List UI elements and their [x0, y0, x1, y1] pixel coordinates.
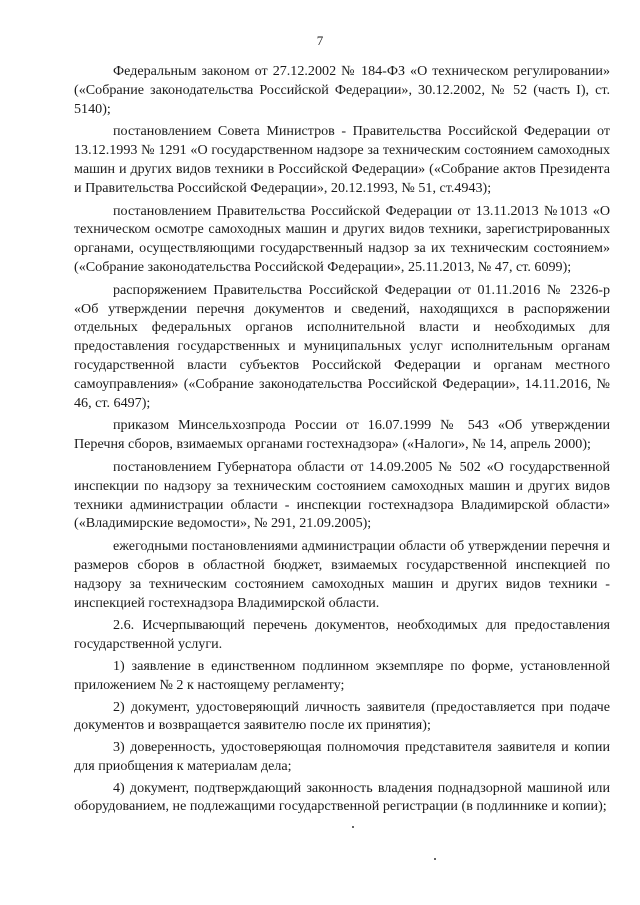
list-item-4-ownership-document: 4) документ, подтверждающий законность владения поднадзорной машиной или оборудованием, не подлежащими государственной регистрации (в подлиннике и копии);	[74, 779, 610, 815]
list-item-1-application: 1) заявление в единственном подлинном экземпляре по форме, установленной приложением № 2 к настоящему регламенту;	[74, 657, 610, 693]
list-item-3-power-of-attorney: 3) доверенность, удостоверяющая полномочия представителя заявителя и копии для приобщения к материалам дела;	[74, 739, 610, 774]
paragraph-annual-resolutions: ежегодными постановлениями администрации области об утверждении перечня и размеров сборов в областной бюджет, взимаемых государственной инспекцией по надзору за техническим состоянием самоходных машин и других видов техники - инспекцией гостехнадзора Владимирской области.	[74, 538, 610, 611]
paragraph-governor-resolution-502: постановлением Губернатора области от 14.09.2005 № 502 «О государственной инспекции по надзору за техническим состоянием самоходных машин и других видов техники администрации области - инспекции гостехнадзора Владимирской области» («Владимирские ведомости», № 291, 21.09.2005);	[74, 458, 610, 532]
paragraph-council-resolution: постановлением Совета Министров - Правительства Российской Федерации от 13.12.1993 № 1291 «О государственном надзоре за техническим состоянием самоходных машин и других видов техники в Российской Федерации» («Собрание актов Президента и Правительства Российской Федерации», 20.12.1993, № 51, ст.4943);	[74, 123, 610, 196]
list-item-2-identity-document: 2) документ, удостоверяющий личность заявителя (предоставляется при подаче документов и возвращается заявителю после их принятия);	[74, 698, 610, 734]
scan-speck	[434, 858, 436, 860]
page-number: 7	[316, 33, 324, 48]
paragraph-government-order-2326: распоряжением Правительства Российской Федерации от 01.11.2016 № 2326-р «Об утверждении перечня документов и сведений, находящихся в распоряжении отдельных федеральных органов исполнительной власти и необходимых для предоставления государственных и муниципальных услуг исполнительным органам государственной власти субъектов Российской Федерации и органам местного самоуправления» («Собрание законодательства Российской Федерации», 14.11.2016, № 46, ст. 6497);	[74, 281, 610, 411]
paragraph-ministry-order-543: приказом Минсельхозпрода России от 16.07.1999 № 543 «Об утверждении Перечня сборов, взимаемых органами гостехнадзора» («Налоги», № 14, апрель 2000);	[74, 417, 610, 453]
document-body	[74, 62, 610, 819]
section-2-6-heading: 2.6. Исчерпывающий перечень документов, необходимых для предоставления государственной услуги.	[74, 617, 610, 653]
paragraph-federal-law: Федеральным законом от 27.12.2002 № 184-ФЗ «О техническом регулировании» («Собрание законодательства Российской Федерации», 30.12.2002, № 52 (часть I), ст. 5140);	[74, 63, 610, 117]
scan-speck	[352, 826, 354, 828]
paragraph-government-resolution-1013: постановлением Правительства Российской Федерации от 13.11.2013 №1013 «О техническом осмотре самоходных машин и других видов техники, зарегистрированных органами, осуществляющими государственный надзор за их техническим состоянием» («Собрание законодательства Российской Федерации», 25.11.2013, № 47, ст. 6099);	[74, 202, 610, 275]
